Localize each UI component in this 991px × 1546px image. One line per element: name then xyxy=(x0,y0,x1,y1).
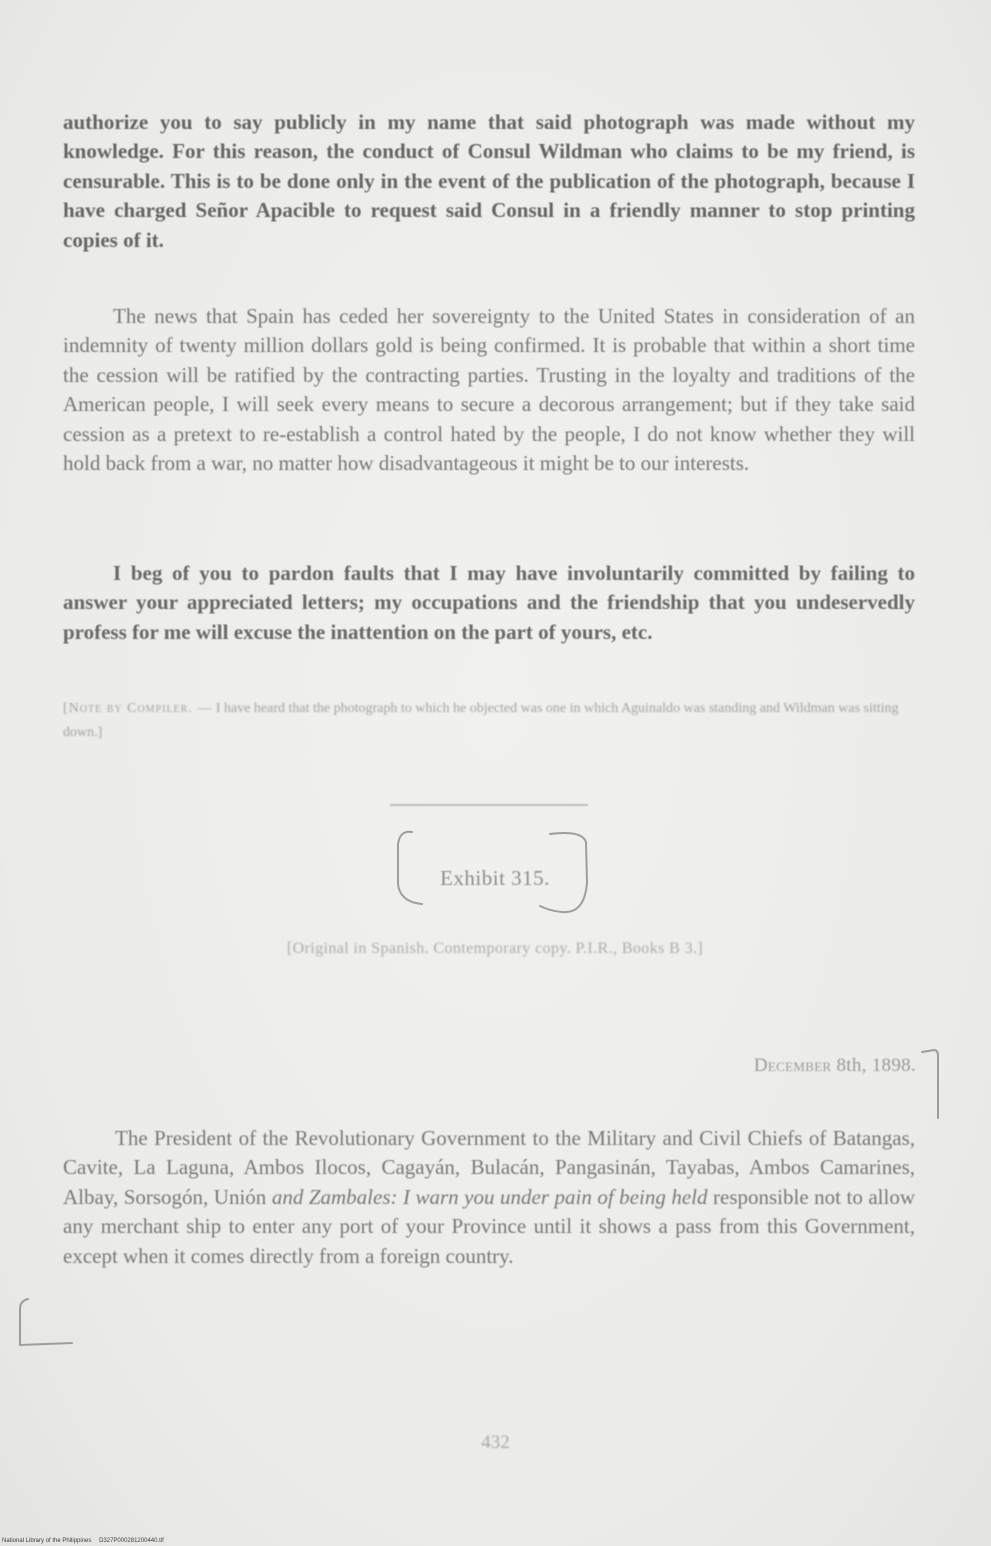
letter-date-month: December xyxy=(753,1055,832,1076)
letter-date xyxy=(754,1055,916,1077)
letter-body-italic: and Zambales: I warn you under pain of being held xyxy=(271,1184,708,1209)
compiler-note-label: [Note by Compiler. — xyxy=(63,701,213,716)
footer-file-code: D327P000281200440.tif xyxy=(99,1538,164,1544)
left-bracket-mark-icon xyxy=(14,1295,84,1355)
exhibit-title: Exhibit 315. xyxy=(440,866,550,890)
letter-body-end: responsible not to allow any merchant ship to enter any port of your Province until it shows a pass from this Government, except when it comes directly from a foreign country. xyxy=(63,1184,915,1268)
letter-body xyxy=(63,1124,915,1271)
exhibit-source-note: [Original in Spanish. Contemporary copy. P.I.R., Books B 3.] xyxy=(286,940,704,957)
exhibit-heading-box xyxy=(390,822,600,922)
scan-footer xyxy=(2,1538,170,1544)
section-divider xyxy=(390,804,588,806)
compiler-note-text: I have heard that the photograph to which he objected was one in which Aguinaldo was standing and Wildman was sitting down.] xyxy=(63,701,899,740)
letter-body-start: The President of the Revolutionary Government to the Military and Civil Chiefs of Batangas, Cavite, La Laguna, Ambos Ilocos, Cagayán, Bulacán, Pangasinán, Tayabas, Ambos Camarines, Albay, Sorsogón, Unión xyxy=(63,1126,915,1209)
compiler-note xyxy=(63,697,915,745)
footer-library: National Library of the Philippines xyxy=(2,1538,92,1544)
page-number: 432 xyxy=(481,1432,510,1453)
letter-date-rest: 8th, 1898. xyxy=(836,1055,916,1076)
paragraph-apology: I beg of you to pardon faults that I may have involuntarily committed by failing to answer your appreciated letters; my occupations and the friendship that you undeservedly profess for me will excuse the inattention on the part of yours, etc. xyxy=(63,561,915,644)
paragraph-continuation: authorize you to say publicly in my name that said photograph was made without my knowledge. For this reason, the conduct of Consul Wildman who claims to be my friend, is censurable. This is to be done only in the event of the publication of the photograph, because I have charged Señor Apacible to request said Consul in a friendly manner to stop printing copies of it. xyxy=(63,110,915,252)
paragraph-spain-cession: The news that Spain has ceded her sovereignty to the United States in consideration of an indemnity of twenty million dollars gold is being confirmed. It is probable that within a short time the cession will be ratified by the contracting parties. Trusting in the loyalty and traditions of the American people, I will seek every means to secure a decorous arrangement; but if they take said cession as a pretext to re-establish a control hated by the people, I do not know whether they will hold back from a war, no matter how disadvantageous it might be to our interests. xyxy=(63,304,915,476)
right-bracket-mark-icon xyxy=(920,1046,950,1126)
